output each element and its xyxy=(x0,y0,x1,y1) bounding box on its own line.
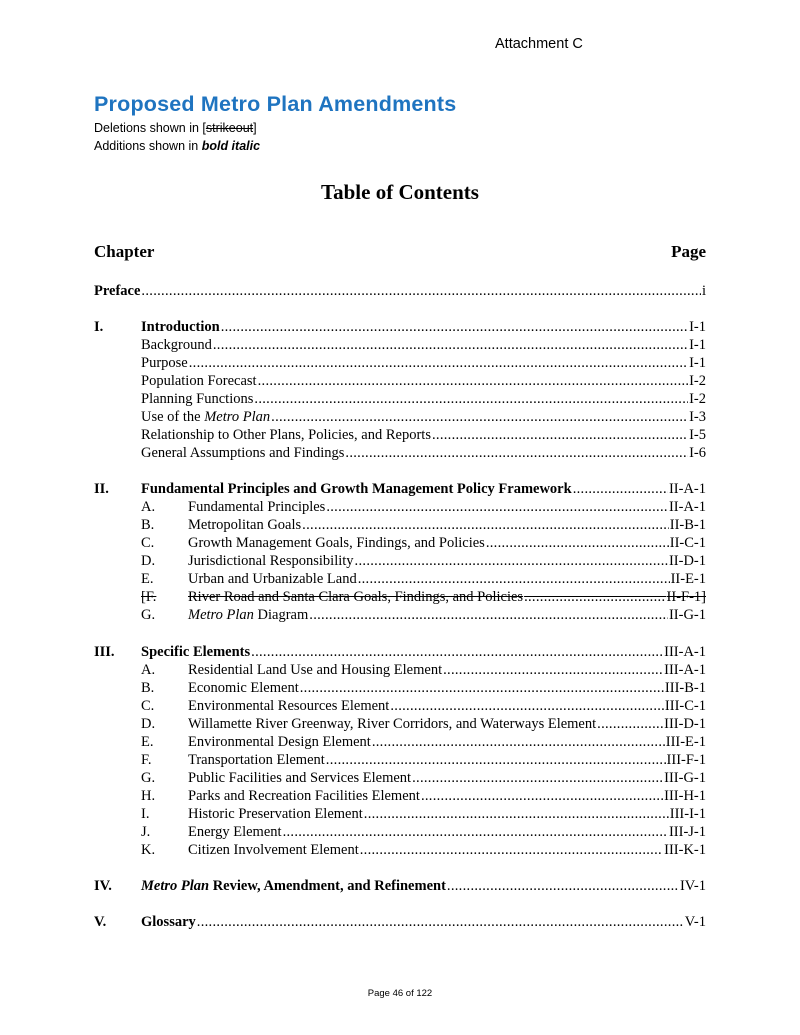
toc-page-number: I-6 xyxy=(689,445,706,461)
toc-item-row xyxy=(0,354,800,372)
toc-item-title: Growth Management Goals, Findings, and Policies xyxy=(188,535,485,551)
toc-item-title: Jurisdictional Responsibility xyxy=(188,553,354,569)
item-letter: B. xyxy=(141,517,155,533)
toc-item-row xyxy=(0,372,800,390)
toc-page-number: III-K-1 xyxy=(664,842,706,858)
toc-page-number: III-H-1 xyxy=(664,788,706,804)
toc-item-row xyxy=(0,390,800,408)
item-letter: C. xyxy=(141,698,155,714)
toc-item-row xyxy=(0,570,800,588)
toc-item-row xyxy=(0,733,800,751)
toc-item-row xyxy=(0,805,800,823)
attachment-label: Attachment C xyxy=(495,36,583,52)
item-letter: E. xyxy=(141,571,154,587)
toc-item-title: Planning Functions xyxy=(141,391,254,407)
toc-item-title: River Road and Santa Clara Goals, Findings, and Policies xyxy=(188,589,524,605)
toc-page-number: II-D-1 xyxy=(668,553,706,569)
toc-item-title: Transportation Element xyxy=(188,752,325,768)
chapter-number: II. xyxy=(94,481,109,497)
toc-item-title: Public Facilities and Services Element xyxy=(188,770,412,786)
toc-item-title: Background xyxy=(141,337,212,353)
toc-item-title: Use of the Metro Plan xyxy=(141,409,271,425)
chapter-number: I. xyxy=(94,319,104,335)
toc-item-title: Energy Element xyxy=(188,824,282,840)
item-letter: G. xyxy=(141,607,156,623)
chapter-title: Metro Plan Review, Amendment, and Refinement xyxy=(141,878,446,894)
toc-page-number: I-3 xyxy=(689,409,706,425)
toc-item-row xyxy=(0,697,800,715)
toc-item-row xyxy=(0,336,800,354)
toc-page-number: III-E-1 xyxy=(665,734,706,750)
toc-page-number: I-1 xyxy=(689,355,706,371)
toc-item-row xyxy=(0,715,800,733)
toc-item-row xyxy=(0,823,800,841)
toc-item-title: Purpose xyxy=(141,355,188,371)
toc-page-number: III-J-1 xyxy=(668,824,706,840)
item-letter: D. xyxy=(141,716,156,732)
bold-italic-example: bold italic xyxy=(201,139,261,153)
additions-note xyxy=(94,139,260,153)
toc-item-row xyxy=(0,408,800,426)
toc-item-title: Urban and Urbanizable Land xyxy=(188,571,357,587)
chapter-title: Fundamental Principles and Growth Management Policy Framework xyxy=(141,481,572,497)
toc-page-number: III-C-1 xyxy=(664,698,706,714)
item-letter: J. xyxy=(141,824,151,840)
toc-item-title: Metropolitan Goals xyxy=(188,517,302,533)
toc-item-title: Historic Preservation Element xyxy=(188,806,363,822)
toc-item-title: Metro Plan Diagram xyxy=(188,607,309,623)
toc-item-title: Population Forecast xyxy=(141,373,257,389)
item-letter: K. xyxy=(141,842,156,858)
item-letter: C. xyxy=(141,535,155,551)
item-letter: E. xyxy=(141,734,154,750)
additions-prefix: Additions shown in xyxy=(94,139,202,153)
toc-item-title: Willamette River Greenway, River Corridors, and Waterways Element xyxy=(188,716,597,732)
toc-chapter-row xyxy=(0,643,800,661)
toc-item-row xyxy=(0,498,800,516)
toc-item-row xyxy=(0,606,800,624)
toc-page-number: III-B-1 xyxy=(664,680,706,696)
toc-item-row xyxy=(0,534,800,552)
toc-page-number: II-C-1 xyxy=(669,535,706,551)
toc-item-row xyxy=(0,516,800,534)
toc-entry-title: Preface xyxy=(94,283,141,299)
strikeout-example: strikeout xyxy=(205,121,254,135)
page-column-label: Page xyxy=(671,242,706,261)
toc-item-title: Residential Land Use and Housing Element xyxy=(188,662,443,678)
toc-chapter-row xyxy=(0,318,800,336)
toc-page-number: i xyxy=(701,283,706,299)
item-letter: B. xyxy=(141,680,155,696)
toc-item-row xyxy=(0,679,800,697)
item-letter: H. xyxy=(141,788,156,804)
chapter-number: III. xyxy=(94,644,115,660)
toc-page-number: I-1 xyxy=(689,337,706,353)
toc-page-number: III-G-1 xyxy=(664,770,706,786)
toc-page-number: II-B-1 xyxy=(669,517,706,533)
toc-item-row xyxy=(0,444,800,462)
toc-page-number: III-A-1 xyxy=(664,662,706,678)
toc-item-title: Economic Element xyxy=(188,680,299,696)
toc-item-title: Citizen Involvement Element xyxy=(188,842,359,858)
toc-chapter-row xyxy=(0,877,800,895)
toc-page-number: I-2 xyxy=(689,373,706,389)
toc-page-number: III-F-1 xyxy=(666,752,706,768)
chapter-title: Introduction xyxy=(141,319,220,335)
deletions-note xyxy=(94,121,257,135)
chapter-title: Glossary xyxy=(141,914,196,930)
toc-item-title: Fundamental Principles xyxy=(188,499,326,515)
toc-page-number: II-E-1 xyxy=(670,571,706,587)
toc-page-number: III-I-1 xyxy=(669,806,706,822)
toc-page-number: IV-1 xyxy=(679,878,706,894)
toc-page-number: II-A-1 xyxy=(668,481,706,497)
toc-item-row xyxy=(0,769,800,787)
toc-item-row xyxy=(0,552,800,570)
chapter-number: IV. xyxy=(94,878,112,894)
toc-item-title: General Assumptions and Findings xyxy=(141,445,345,461)
toc-page-number: I-2 xyxy=(689,391,706,407)
toc-heading: Table of Contents xyxy=(321,180,479,204)
toc-item-title: Parks and Recreation Facilities Element xyxy=(188,788,420,804)
toc-deleted-item-row xyxy=(0,588,800,606)
document-title: Proposed Metro Plan Amendments xyxy=(94,92,457,116)
toc-item-title: Environmental Design Element xyxy=(188,734,371,750)
toc-page-number: III-A-1 xyxy=(664,644,706,660)
toc-item-row xyxy=(0,841,800,859)
toc-preface-row xyxy=(0,282,800,300)
item-letter: D. xyxy=(141,553,156,569)
deletions-suffix: ] xyxy=(253,121,257,135)
chapter-number: V. xyxy=(94,914,107,930)
toc-page-number: II-F-1] xyxy=(666,589,706,605)
item-letter: A. xyxy=(141,499,156,515)
item-letter: A. xyxy=(141,662,156,678)
toc-page-number: II-G-1 xyxy=(668,607,706,623)
page-footer: Page 46 of 122 xyxy=(367,988,433,999)
toc-page-number: II-A-1 xyxy=(668,499,706,515)
toc-page-number: I-1 xyxy=(689,319,706,335)
chapter-title: Specific Elements xyxy=(141,644,251,660)
toc-item-title: Relationship to Other Plans, Policies, and Reports xyxy=(141,427,431,443)
item-letter: [F. xyxy=(141,589,157,605)
toc-item-title: Environmental Resources Element xyxy=(188,698,390,714)
toc-item-row xyxy=(0,787,800,805)
item-letter: G. xyxy=(141,770,156,786)
toc-page-number: V-1 xyxy=(684,914,706,930)
deletions-prefix: Deletions shown in [ xyxy=(94,121,206,135)
toc-item-row xyxy=(0,426,800,444)
toc-item-row xyxy=(0,751,800,769)
toc-chapter-row xyxy=(0,480,800,498)
chapter-column-label: Chapter xyxy=(94,242,155,261)
toc-page-number: III-D-1 xyxy=(664,716,706,732)
toc-page-number: I-5 xyxy=(689,427,706,443)
item-letter: F. xyxy=(141,752,152,768)
item-letter: I. xyxy=(141,806,150,822)
toc-chapter-row xyxy=(0,913,800,931)
toc-item-row xyxy=(0,661,800,679)
